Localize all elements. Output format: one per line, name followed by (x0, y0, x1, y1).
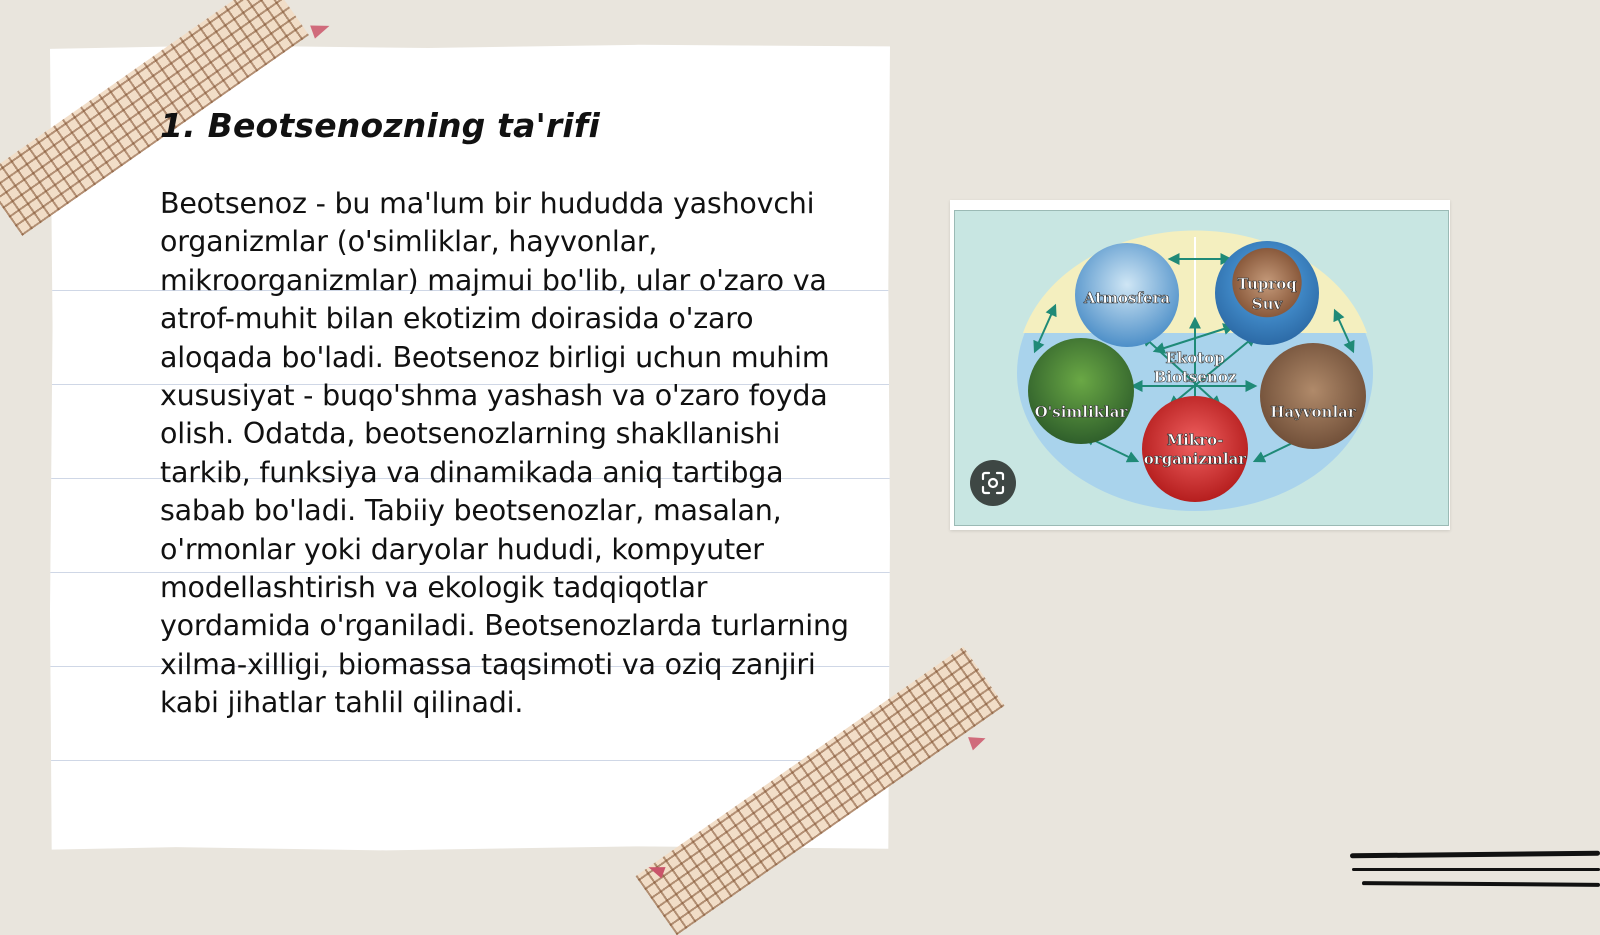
center-label-line2: Biotsenoz (1153, 368, 1237, 386)
decorative-brush-stroke (1352, 868, 1600, 871)
ecosystem-diagram (955, 211, 1448, 525)
animals-label: Hayvonlar (1270, 403, 1356, 421)
decorative-brush-stroke (1350, 851, 1600, 859)
decorative-brush-stroke (1362, 881, 1600, 887)
atmosphere-label: Atmosfera (1083, 289, 1171, 307)
plants-label: O'simliklar (1034, 403, 1128, 421)
microorganisms-circle (1142, 396, 1248, 502)
micro-label-line2: organizmlar (1143, 450, 1247, 468)
animals-circle (1260, 343, 1366, 449)
tape-corner-mark (310, 19, 332, 38)
lens-icon (980, 470, 1006, 496)
slide-body-text: Beotsenoz - bu ma'lum bir hududda yashovchi organizmlar (o'simliklar, hayvonlar, mikroorganizmlar) majmui bo'lib, ular o'zaro va atrof-muhit bilan ekotizim doirasida o'zaro aloqada bo'ladi. Beotsenoz birligi uchun muhim xususiyat - buqo'shma yashash va o'zaro foyda olish. Odatda, beotsenozlarning shakllanishi tarkib, funksiya va dinamikada aniq tartibga sabab bo'ladi. Tabiiy beotsenozlar, masalan, o'rmonlar yoki daryolar hududi, kompyuter modellashtirish va ekologik tadqiqotlar yordamida o'rganiladi. Beotsenozlarda turlarning xilma-xilligi, biomassa taqsimoti va oziq zanjiri kabi jihatlar tahlil qilinadi. (160, 187, 849, 720)
slide-heading: 1. Beotsenozning ta'rifi (160, 106, 600, 145)
paper-rule-line (50, 760, 890, 761)
center-label-line1: Ekotop (1165, 349, 1225, 367)
water-label: Suv (1251, 295, 1283, 313)
tape-corner-mark (968, 732, 988, 751)
ecosystem-diagram-image (954, 210, 1449, 526)
lens-button[interactable] (970, 460, 1016, 506)
soil-water-circle (1215, 241, 1319, 345)
plants-circle (1028, 338, 1134, 444)
micro-label-line1: Mikro- (1166, 431, 1224, 449)
soil-label: Tuproq (1237, 275, 1297, 293)
